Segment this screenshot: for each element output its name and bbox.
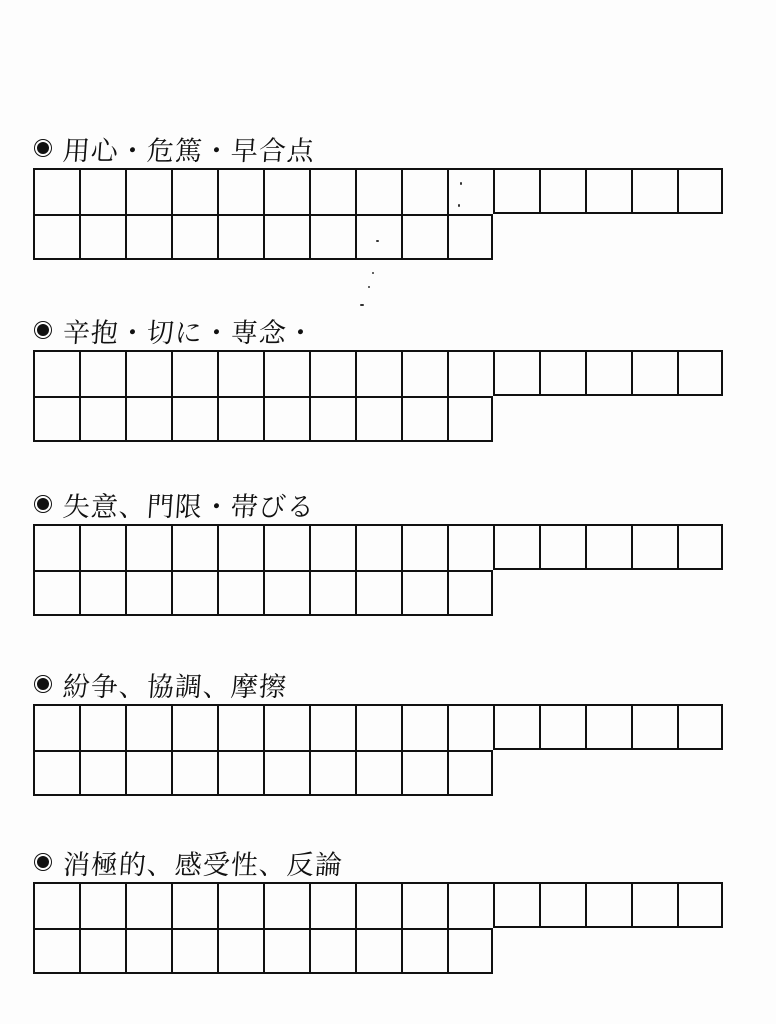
grid-cell[interactable] [33,524,79,570]
grid-cell[interactable] [493,350,539,396]
grid-cell[interactable] [125,704,171,750]
grid-row-top [33,524,723,570]
grid-cell[interactable] [309,350,355,396]
vocab-prompt: 失意、門限・帯びる [61,491,316,523]
grid-cell[interactable] [355,882,401,928]
grid-cell[interactable] [263,882,309,928]
grid-cell[interactable] [217,168,263,214]
stray-mark [372,272,374,274]
grid-cell[interactable] [677,704,723,750]
grid-cell[interactable] [539,524,585,570]
grid-row-top [33,704,723,750]
grid-cell[interactable] [539,350,585,396]
grid-cell[interactable] [355,704,401,750]
grid-cell[interactable] [125,928,171,974]
grid-cell[interactable] [217,704,263,750]
grid-cell[interactable] [125,750,171,796]
grid-cell[interactable] [309,168,355,214]
bullet-icon [37,324,49,336]
grid-cell[interactable] [263,168,309,214]
grid-cell[interactable] [493,168,539,214]
grid-row-top [33,168,723,214]
writing-grid[interactable] [33,524,723,616]
grid-cell[interactable] [355,396,401,442]
grid-cell[interactable] [309,524,355,570]
grid-cell[interactable] [309,750,355,796]
grid-cell[interactable] [33,882,79,928]
grid-cell[interactable] [585,168,631,214]
grid-cell[interactable] [79,350,125,396]
grid-cell[interactable] [309,704,355,750]
vocab-prompt-row [33,842,733,882]
grid-cell[interactable] [33,350,79,396]
vocab-item-2 [33,310,733,442]
grid-cell[interactable] [447,704,493,750]
grid-cell[interactable] [447,882,493,928]
grid-cell[interactable] [79,168,125,214]
grid-cell[interactable] [309,928,355,974]
grid-cell[interactable] [585,524,631,570]
grid-cell[interactable] [263,928,309,974]
grid-cell[interactable] [309,882,355,928]
writing-grid[interactable] [33,350,723,442]
grid-cell[interactable] [401,882,447,928]
grid-cell[interactable] [171,928,217,974]
grid-cell[interactable] [125,214,171,260]
grid-cell[interactable] [401,350,447,396]
grid-cell[interactable] [125,168,171,214]
grid-cell[interactable] [539,882,585,928]
grid-cell[interactable] [171,350,217,396]
stray-mark [376,240,379,242]
grid-cell[interactable] [355,928,401,974]
grid-cell[interactable] [263,214,309,260]
vocab-prompt-row [33,484,733,524]
grid-cell[interactable] [355,524,401,570]
grid-cell[interactable] [631,524,677,570]
grid-cell[interactable] [33,396,79,442]
vocab-prompt-row [33,128,733,168]
grid-cell[interactable] [171,750,217,796]
grid-cell[interactable] [263,570,309,616]
vocab-prompt-row [33,664,733,704]
grid-cell[interactable] [677,350,723,396]
grid-cell[interactable] [309,396,355,442]
grid-row-bottom [33,928,723,974]
grid-cell[interactable] [171,214,217,260]
grid-cell[interactable] [125,570,171,616]
grid-cell[interactable] [79,750,125,796]
grid-cell[interactable] [217,214,263,260]
grid-cell[interactable] [263,350,309,396]
grid-row-bottom [33,750,723,796]
grid-cell[interactable] [217,396,263,442]
grid-cell[interactable] [447,396,493,442]
grid-cell[interactable] [217,750,263,796]
grid-cell[interactable] [493,704,539,750]
grid-cell[interactable] [631,350,677,396]
grid-row-bottom [33,570,723,616]
vocab-prompt: 辛抱・切に・専念・ [61,317,316,349]
grid-cell[interactable] [79,570,125,616]
vocab-prompt: 用心・危篤・早合点 [61,135,316,167]
grid-cell[interactable] [677,168,723,214]
grid-cell[interactable] [171,704,217,750]
grid-cell[interactable] [33,928,79,974]
grid-cell[interactable] [263,524,309,570]
grid-cell[interactable] [355,570,401,616]
grid-cell[interactable] [217,350,263,396]
grid-cell[interactable] [79,524,125,570]
bullet-icon [37,856,49,868]
grid-cell[interactable] [493,524,539,570]
grid-cell[interactable] [309,570,355,616]
bullet-icon [37,678,49,690]
grid-cell[interactable] [493,882,539,928]
grid-cell[interactable] [33,570,79,616]
stray-mark [458,204,460,207]
vocab-prompt: 紛争、協調、摩擦 [61,671,288,703]
bullet-icon [37,142,49,154]
grid-cell[interactable] [33,750,79,796]
grid-cell[interactable] [447,928,493,974]
vocab-item-5 [33,842,733,974]
grid-cell[interactable] [33,214,79,260]
grid-cell[interactable] [171,524,217,570]
grid-cell[interactable] [355,350,401,396]
stray-mark [360,304,364,306]
writing-grid[interactable] [33,168,723,260]
grid-cell[interactable] [217,570,263,616]
grid-cell[interactable] [401,524,447,570]
grid-cell[interactable] [677,524,723,570]
grid-cell[interactable] [217,928,263,974]
grid-cell[interactable] [585,704,631,750]
grid-row-bottom [33,214,723,260]
grid-row-top [33,882,723,928]
vocab-prompt: 消極的、感受性、反論 [61,849,344,881]
stray-mark [368,286,370,288]
grid-cell[interactable] [79,214,125,260]
grid-cell[interactable] [401,928,447,974]
vocab-item-3 [33,484,733,616]
grid-cell[interactable] [447,750,493,796]
writing-grid[interactable] [33,882,723,974]
grid-cell[interactable] [263,396,309,442]
grid-cell[interactable] [447,214,493,260]
grid-cell[interactable] [263,750,309,796]
grid-cell[interactable] [447,524,493,570]
grid-cell[interactable] [539,704,585,750]
grid-cell[interactable] [171,396,217,442]
grid-cell[interactable] [355,750,401,796]
grid-cell[interactable] [125,350,171,396]
grid-cell[interactable] [585,882,631,928]
bullet-icon [37,498,49,510]
writing-grid[interactable] [33,704,723,796]
grid-row-bottom [33,396,723,442]
grid-cell[interactable] [79,882,125,928]
grid-cell[interactable] [401,750,447,796]
grid-cell[interactable] [171,168,217,214]
grid-cell[interactable] [171,570,217,616]
grid-cell[interactable] [401,214,447,260]
grid-cell[interactable] [447,570,493,616]
grid-cell[interactable] [447,350,493,396]
grid-cell[interactable] [401,570,447,616]
grid-cell[interactable] [631,882,677,928]
grid-cell[interactable] [125,396,171,442]
grid-cell[interactable] [677,882,723,928]
grid-row-top [33,350,723,396]
grid-cell[interactable] [33,168,79,214]
vocab-prompt-row [33,310,733,350]
grid-cell[interactable] [263,704,309,750]
vocab-item-1 [33,128,733,260]
grid-cell[interactable] [125,882,171,928]
grid-cell[interactable] [355,214,401,260]
grid-cell[interactable] [631,704,677,750]
grid-cell[interactable] [171,882,217,928]
grid-cell[interactable] [309,214,355,260]
grid-cell[interactable] [125,524,171,570]
grid-cell[interactable] [217,524,263,570]
stray-mark [460,182,462,185]
grid-cell[interactable] [355,168,401,214]
grid-cell[interactable] [401,396,447,442]
grid-cell[interactable] [79,396,125,442]
grid-cell[interactable] [447,168,493,214]
grid-cell[interactable] [33,704,79,750]
grid-cell[interactable] [79,928,125,974]
grid-cell[interactable] [585,350,631,396]
grid-cell[interactable] [401,704,447,750]
grid-cell[interactable] [217,882,263,928]
grid-cell[interactable] [631,168,677,214]
grid-cell[interactable] [539,168,585,214]
grid-cell[interactable] [79,704,125,750]
grid-cell[interactable] [401,168,447,214]
vocab-item-4 [33,664,733,796]
